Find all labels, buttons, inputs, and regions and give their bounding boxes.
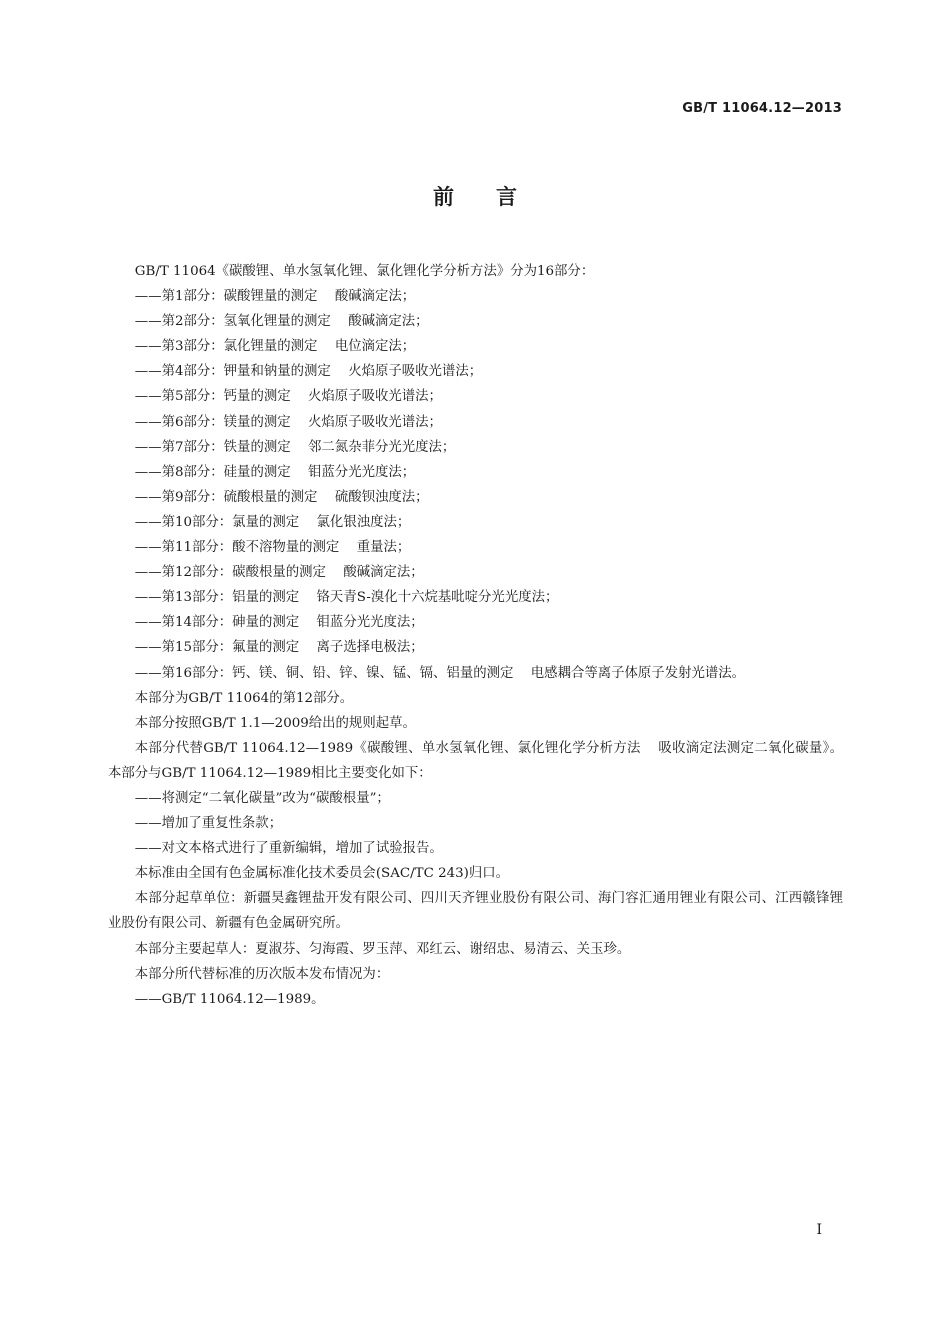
history-item: ——GB/T 11064.12—1989。 [134, 991, 325, 1007]
part-label: ——第4部分：钾量和钠量的测定 [134, 364, 331, 380]
part-method: 邻二氮杂菲分光光度法； [308, 439, 456, 455]
part-label: ——第1部分：碳酸锂量的测定 [134, 289, 318, 305]
part-item [108, 585, 843, 610]
parts-list [108, 284, 843, 686]
part-method: 电位滴定法； [334, 339, 416, 355]
committee-statement: 本标准由全国有色金属标准化技术委员会(SAC/TC 243)归口。 [134, 866, 510, 882]
part-label: ——第13部分：铝量的测定 [134, 590, 300, 606]
change-item: ——增加了重复性条款； [134, 816, 283, 832]
part-item [108, 661, 843, 686]
replacement-part-b: 吸收滴定法测定二氧化碳量》。本部分与GB/T 11064.12—1989相比主要变化如下： [108, 740, 843, 781]
part-label: ——第12部分：碳酸根量的测定 [134, 565, 326, 581]
part-method: 酸碱滴定法； [343, 565, 424, 581]
part-label: ——第6部分：镁量的测定 [134, 414, 291, 430]
history-intro: 本部分所代替标准的历次版本发布情况为： [134, 966, 390, 982]
drafting-units-statement: 本部分起草单位：新疆昊鑫锂盐开发有限公司、四川天齐锂业股份有限公司、海门容汇通用锂业有限公司、江西赣锋锂业股份有限公司、新疆有色金属研究所。 [108, 891, 843, 932]
part-method: 离子选择电极法； [316, 640, 424, 656]
this-part-statement: 本部分为GB/T 11064的第12部分。 [134, 690, 354, 706]
part-label: ——第15部分：氟量的测定 [134, 640, 300, 656]
part-item [108, 334, 843, 359]
part-label: ——第16部分：钙、镁、铜、铅、锌、镍、锰、镉、铝量的测定 [134, 665, 514, 681]
part-item [108, 510, 843, 535]
drafting-rules-statement: 本部分按照GB/T 1.1—2009给出的规则起草。 [134, 715, 416, 731]
part-label: ——第5部分：钙量的测定 [134, 389, 291, 405]
preface-intro: GB/T 11064《碳酸锂、单水氢氧化锂、氯化锂化学分析方法》分为16部分： [134, 264, 595, 279]
changes-list [108, 786, 843, 861]
part-label: ——第9部分：硫酸根量的测定 [134, 489, 318, 505]
page-title: 前言 [433, 185, 559, 209]
part-item [108, 460, 843, 485]
part-method: 火焰原子吸收光谱法； [348, 364, 483, 380]
part-item [108, 410, 843, 435]
part-item [108, 635, 843, 660]
part-item [108, 384, 843, 409]
preface-body [108, 259, 843, 1012]
part-item [108, 610, 843, 635]
change-item: ——将测定“二氧化碳量”改为“碳酸根量”； [134, 790, 390, 806]
standard-number: GB/T 11064.12—2013 [682, 101, 842, 116]
replacement-statement [108, 736, 843, 786]
part-method: 钼蓝分光光度法； [316, 615, 424, 631]
part-method: 钼蓝分光光度法； [308, 464, 416, 480]
part-method: 铬天青S-溴化十六烷基吡啶分光光度法； [316, 590, 559, 606]
part-item [108, 309, 843, 334]
part-method: 电感耦合等离子体原子发射光谱法。 [530, 665, 746, 681]
part-item [108, 535, 843, 560]
part-label: ——第10部分：氯量的测定 [134, 514, 300, 530]
part-label: ——第14部分：砷量的测定 [134, 615, 300, 631]
part-item [108, 284, 843, 309]
drafters-statement: 本部分主要起草人：夏淑芬、匀海霞、罗玉萍、邓红云、谢绍忠、易清云、关玉珍。 [134, 941, 631, 957]
change-item: ——对文本格式进行了重新编辑，增加了试验报告。 [134, 841, 443, 857]
part-item [108, 485, 843, 510]
part-label: ——第2部分：氢氧化锂量的测定 [134, 314, 331, 330]
page-number: I [816, 1222, 822, 1238]
part-label: ——第11部分：酸不溶物量的测定 [134, 540, 340, 556]
part-label: ——第7部分：铁量的测定 [134, 439, 291, 455]
part-method: 重量法； [356, 540, 411, 556]
part-method: 酸碱滴定法； [334, 289, 416, 305]
replacement-part-a: 本部分代替GB/T 11064.12—1989《碳酸锂、单水氢氧化锂、氯化锂化学分析方法 [134, 740, 641, 756]
part-item [108, 359, 843, 384]
part-method: 火焰原子吸收光谱法； [308, 414, 442, 430]
part-method: 氯化银浊度法； [316, 514, 411, 530]
part-method: 硫酸钡浊度法； [334, 489, 429, 505]
part-method: 酸碱滴定法； [348, 314, 429, 330]
part-method: 火焰原子吸收光谱法； [308, 389, 442, 405]
part-label: ——第3部分：氯化锂量的测定 [134, 339, 318, 355]
part-label: ——第8部分：硅量的测定 [134, 464, 291, 480]
part-item [108, 560, 843, 585]
part-item [108, 435, 843, 460]
